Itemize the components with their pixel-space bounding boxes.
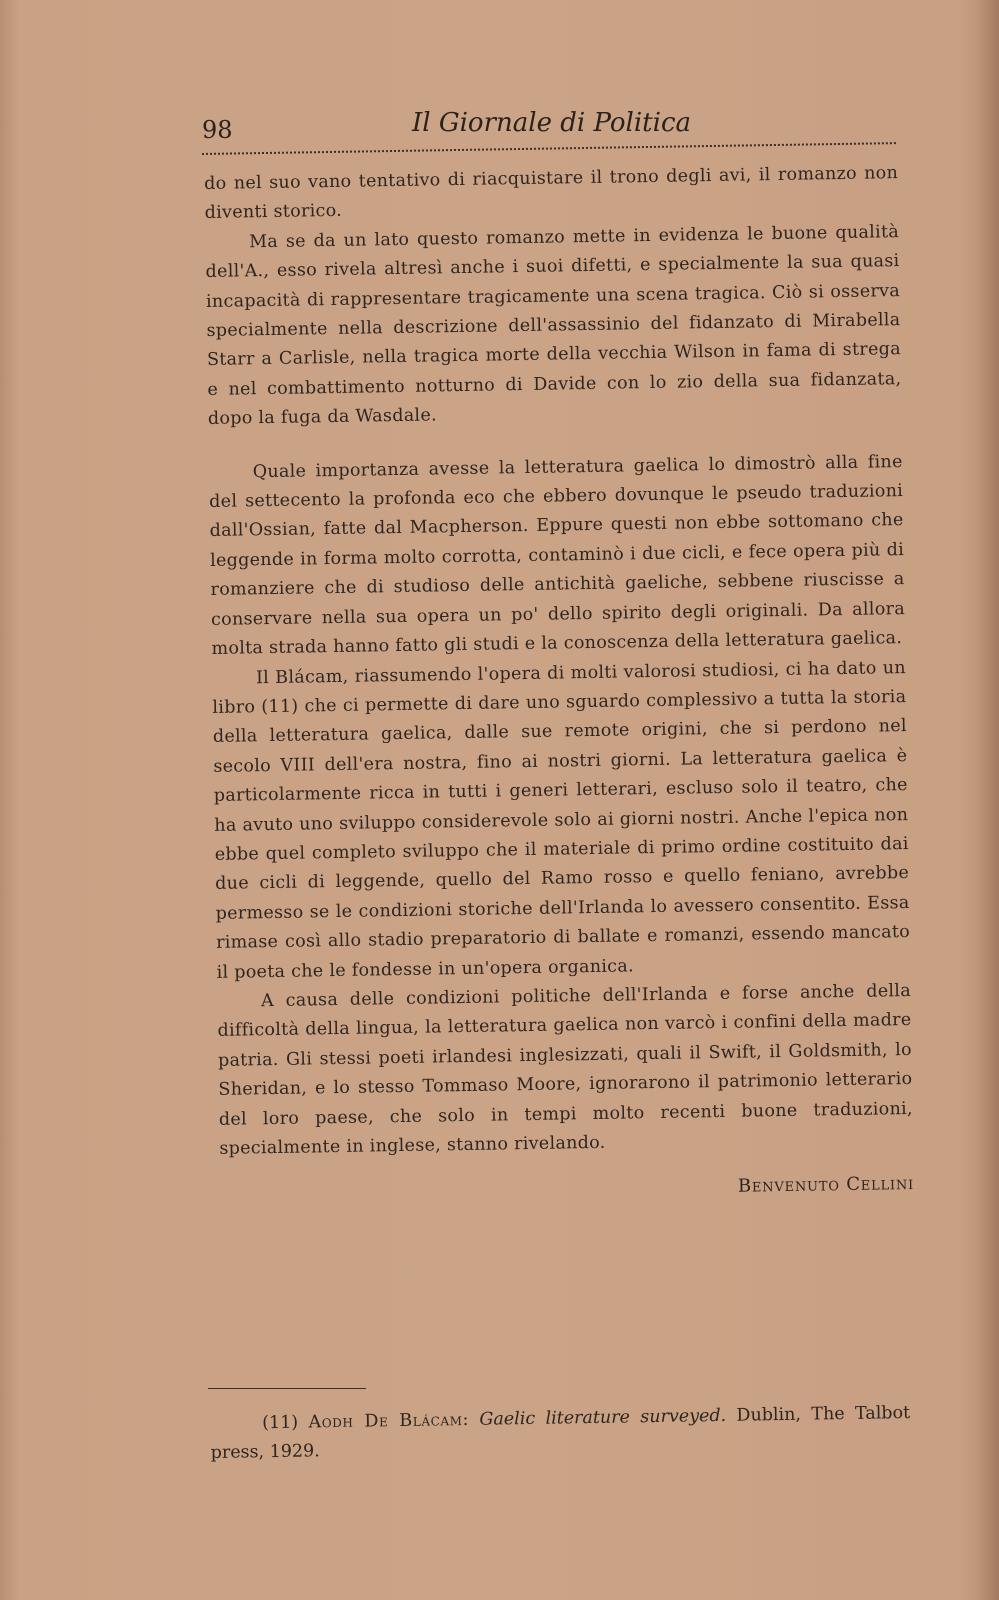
paragraph: Quale importanza avesse la letteratura gaelica lo dimostrò alla fine del settecento la profonda eco che ebbero dovunque le pseudo traduzioni dall'Ossian, fatte dal Macpherson. Eppure questi non ebbe sottomano che leggende in forma molto corrotta, contaminò i due cicli, e fece opera più di romanziere che di studioso delle antichità gaeliche, sebbene riuscisse a conservare nella sua opera un po' dello spirito degli originali. Da allora molta strada hanno fatto gli studi e la conoscenza della letteratura gaelica. (209, 451, 906, 660)
running-title: Il Giornale di Politica (412, 108, 692, 138)
footnote-author: Aodh De Blácam: (308, 1409, 470, 1433)
footnote-mark: (11) (262, 1412, 299, 1434)
page-number: 98 (202, 116, 233, 144)
page-header (202, 108, 898, 148)
footnote-rule (208, 1388, 366, 1389)
page-edge-shadow (977, 0, 999, 1600)
author-signature: Benvenuto Cellini (737, 1173, 915, 1198)
paragraph: Il Blácam, riassumendo l'opera di molti valorosi studiosi, ci ha dato un libro (11) che ci permette di dare uno sguardo complessivo a tutta la storia della letteratura gaelica, dalle sue remote origini, che si perdono nel secolo VIII dell'era nostra, fino ai nostri giorni. La letteratura gaelica è particolarmente ricca in tutti i generi letterari, escluso solo il teatro, che ha avuto uno sviluppo considerevole solo ai giorni nostri. Anche l'epica non ebbe quel completo sviluppo che il materiale di primo ordine costituito dai due cicli di leggende, quello del Ramo rosso e quello feniano, avrebbe permesso se le condizioni storiche dell'Irlanda lo avessero consentito. Essa rimase così allo stadio preparatorio di ballate e romanzi, essendo mancato il poeta che le fondesse in un'opera organica. (212, 657, 911, 983)
article-body (204, 159, 914, 1210)
footnote (210, 1399, 911, 1468)
paragraph: Ma se da un lato questo romanzo mette in evidenza le buone qualità dell'A., esso rivela altresì anche i suoi difetti, e specialmente la sua quasi incapacità di rappresentare tragicamente una scena tragica. Ciò si osserva specialmente nella descrizione dell'assassinio del fidanzato di Mirabella Starr a Carlisle, nella tragica morte della vecchia Wilson in fama di strega e nel combattimento notturno di Davide con lo zio della sua fidanzata, dopo la fuga da Wasdale. (205, 221, 902, 430)
paragraph-continuation: do nel suo vano tentativo di riacquistare il trono degli avi, il romanzo non diventi storico. (204, 163, 899, 224)
paragraph: A causa delle condizioni politiche dell'Irlanda e forse anche della difficoltà della lingua, la letteratura gaelica non varcò i confini della madre patria. Gli stessi poeti irlandesi inglesizzati, quali il Swift, il Goldsmith, lo Sheridan, e lo stesso Tommaso Moore, ignorarono il patrimonio letterario del loro paese, che solo in tempi molto recenti buone traduzioni, specialmente in inglese, stanno rivelando. (217, 980, 913, 1159)
footnote-book-title: Gaelic literature surveyed. (479, 1405, 727, 1430)
footnote-publication: Dublin, The Talbot press, 1929. (210, 1403, 911, 1463)
